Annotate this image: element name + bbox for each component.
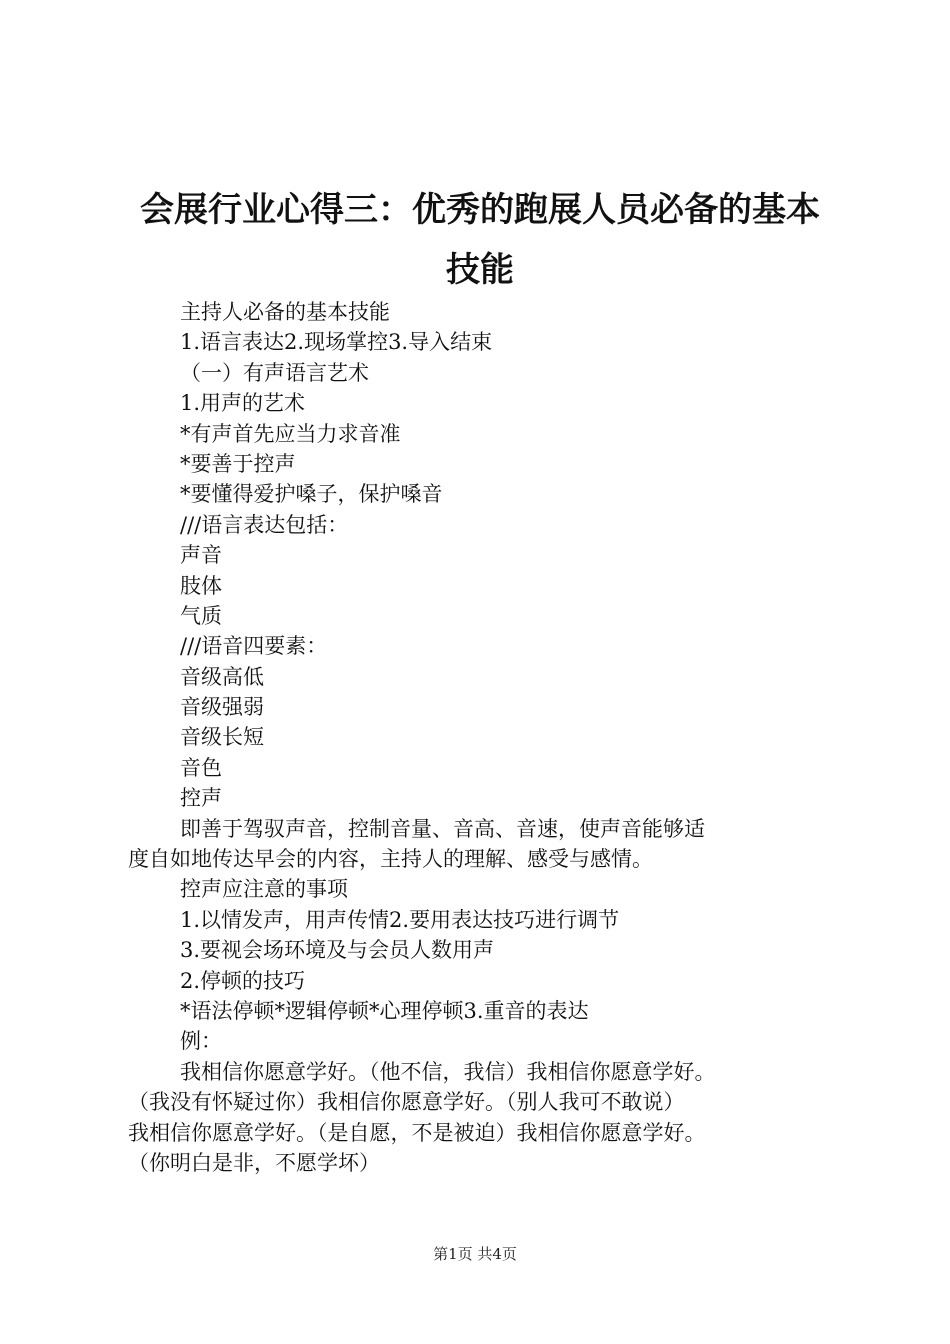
body-line: 音级长短 [180,725,264,750]
body-line: 即善于驾驭声音，控制音量、音高、音速，使声音能够适 [180,816,705,841]
body-line: 声音 [180,543,222,568]
body-line: 音级高低 [180,664,264,689]
document-title-line-2: 技能 [446,250,514,290]
body-line: 控声 [180,786,222,811]
body-line: 3.要视会场环境及与会员人数用声 [180,938,495,963]
document-body [128,297,852,1178]
body-line: 肢体 [180,573,222,598]
body-line: 例： [180,1029,222,1054]
body-line: 音级强弱 [180,695,264,720]
page-number-footer: 第1页 共4页 [433,1245,517,1263]
body-line: （我没有怀疑过你）我相信你愿意学好。（别人我可不敢说） [128,1090,685,1115]
body-line: 1.语言表达2.现场掌控3.导入结束 [180,330,493,355]
body-line: *要善于控声 [180,451,296,476]
body-line: （一）有声语言艺术 [180,360,369,385]
body-line: ///语言表达包括： [180,512,349,537]
body-line: 1.用声的艺术 [180,391,306,416]
body-line: 我相信你愿意学好。（是自愿，不是被迫）我相信你愿意学好。 [128,1120,706,1145]
body-line: 度自如地传达早会的内容，主持人的理解、感受与感情。 [128,847,653,872]
body-line: 控声应注意的事项 [180,877,348,902]
body-line: 2.停顿的技巧 [180,968,306,993]
body-line: 1.以情发声，用声传情2.要用表达技巧进行调节 [180,907,620,932]
body-line: 主持人必备的基本技能 [180,300,390,324]
body-line: 气质 [180,603,222,628]
body-line: *有声首先应当力求音准 [180,421,401,446]
body-line: 音色 [180,755,222,780]
body-line: *要懂得爱护嗓子，保护嗓音 [180,482,443,507]
body-line: （你明白是非，不愿学坏） [128,1150,380,1175]
body-line: *语法停顿*逻辑停顿*心理停顿3.重音的表达 [180,998,589,1023]
body-line: ///语音四要素： [180,634,328,659]
document-title-line-1: 会展行业心得三：优秀的跑展人员必备的基本 [140,190,820,230]
body-line: 我相信你愿意学好。（他不信，我信）我相信你愿意学好。 [180,1059,716,1084]
